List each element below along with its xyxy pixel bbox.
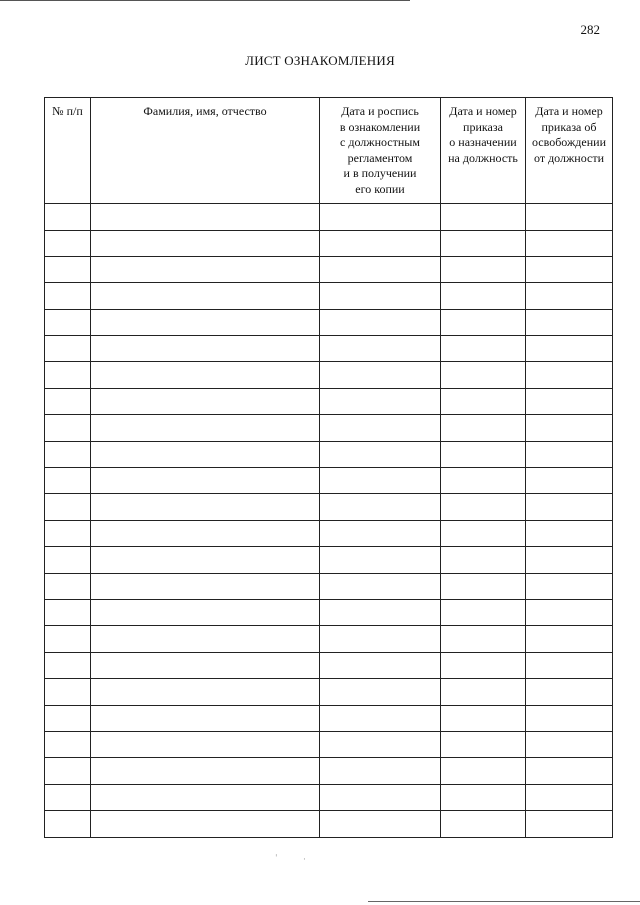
table-cell[interactable] — [320, 230, 441, 256]
table-cell[interactable] — [320, 626, 441, 653]
table-cell[interactable] — [91, 626, 320, 653]
table-cell[interactable] — [441, 626, 526, 653]
table-cell[interactable] — [526, 758, 613, 784]
table-cell[interactable] — [91, 388, 320, 414]
table-cell[interactable] — [91, 600, 320, 626]
table-cell[interactable] — [320, 441, 441, 467]
table-cell[interactable] — [320, 679, 441, 706]
table-row — [45, 441, 613, 467]
table-row — [45, 811, 613, 837]
table-cell[interactable] — [320, 784, 441, 811]
table-cell[interactable] — [526, 494, 613, 520]
column-header-acknowledgement-signature: Дата и роспись в ознакомлении с должностным регламентом и в получении его копии — [320, 98, 441, 204]
table-cell[interactable] — [45, 204, 91, 231]
table-cell[interactable] — [441, 362, 526, 389]
table-cell[interactable] — [526, 336, 613, 362]
table-cell[interactable] — [526, 415, 613, 442]
table-cell[interactable] — [526, 705, 613, 731]
sheet-title: ЛИСТ ОЗНАКОМЛЕНИЯ — [245, 53, 395, 68]
table-cell[interactable] — [526, 573, 613, 600]
table-cell[interactable] — [45, 336, 91, 362]
table-cell[interactable] — [91, 256, 320, 283]
table-cell[interactable] — [320, 309, 441, 336]
table-cell[interactable] — [441, 230, 526, 256]
table-cell[interactable] — [91, 758, 320, 784]
table-cell[interactable] — [441, 758, 526, 784]
table-cell[interactable] — [320, 705, 441, 731]
column-header-number: № п/п — [45, 98, 91, 204]
table-cell[interactable] — [45, 415, 91, 442]
table-cell[interactable] — [91, 811, 320, 837]
table-row — [45, 731, 613, 758]
table-cell[interactable] — [441, 204, 526, 231]
table-cell[interactable] — [526, 652, 613, 678]
table-cell[interactable] — [91, 547, 320, 573]
table-cell[interactable] — [320, 758, 441, 784]
table-cell[interactable] — [45, 283, 91, 309]
table-cell[interactable] — [320, 283, 441, 309]
table-cell[interactable] — [441, 731, 526, 758]
table-cell[interactable] — [441, 415, 526, 442]
table-row — [45, 336, 613, 362]
table-cell[interactable] — [91, 441, 320, 467]
table-cell[interactable] — [45, 362, 91, 389]
table-row — [45, 230, 613, 256]
table-cell[interactable] — [526, 388, 613, 414]
table-cell[interactable] — [91, 784, 320, 811]
table-cell[interactable] — [91, 679, 320, 706]
table-row — [45, 705, 613, 731]
table-cell[interactable] — [45, 520, 91, 547]
table-row — [45, 362, 613, 389]
column-header-full-name: Фамилия, имя, отчество — [91, 98, 320, 204]
table-cell[interactable] — [526, 547, 613, 573]
table-cell[interactable] — [91, 520, 320, 547]
column-header-dismissal-order: Дата и номер приказа об освобождении от должности — [526, 98, 613, 204]
table-cell[interactable] — [91, 336, 320, 362]
table-cell[interactable] — [441, 547, 526, 573]
table-row — [45, 652, 613, 678]
table-cell[interactable] — [91, 283, 320, 309]
table-cell[interactable] — [320, 467, 441, 494]
table-row — [45, 283, 613, 309]
table-cell[interactable] — [45, 811, 91, 837]
table-row — [45, 415, 613, 442]
table-cell[interactable] — [441, 811, 526, 837]
table-cell[interactable] — [45, 758, 91, 784]
table-cell[interactable] — [320, 600, 441, 626]
table-body — [45, 204, 613, 838]
table-cell[interactable] — [441, 600, 526, 626]
table-cell[interactable] — [320, 256, 441, 283]
table-cell[interactable] — [91, 362, 320, 389]
table-cell[interactable] — [526, 679, 613, 706]
table-cell[interactable] — [441, 705, 526, 731]
table-row — [45, 309, 613, 336]
table-cell[interactable] — [441, 467, 526, 494]
table-cell[interactable] — [526, 441, 613, 467]
scan-speck: ˌ — [275, 848, 278, 858]
table-cell[interactable] — [526, 784, 613, 811]
table-cell[interactable] — [526, 283, 613, 309]
table-row — [45, 600, 613, 626]
table-cell[interactable] — [45, 309, 91, 336]
table-cell[interactable] — [441, 652, 526, 678]
table-cell[interactable] — [45, 230, 91, 256]
table-row — [45, 758, 613, 784]
table-cell[interactable] — [45, 388, 91, 414]
table-cell[interactable] — [441, 388, 526, 414]
table-cell[interactable] — [441, 283, 526, 309]
table-cell[interactable] — [91, 415, 320, 442]
table-cell[interactable] — [320, 204, 441, 231]
table-cell[interactable] — [526, 811, 613, 837]
table-row — [45, 388, 613, 414]
table-row — [45, 626, 613, 653]
table-cell[interactable] — [45, 679, 91, 706]
table-row — [45, 520, 613, 547]
table-cell[interactable] — [320, 652, 441, 678]
table-cell[interactable] — [441, 309, 526, 336]
table-cell[interactable] — [45, 494, 91, 520]
acknowledgement-table — [44, 97, 613, 838]
column-header-appointment-order: Дата и номер приказа о назначении на должность — [441, 98, 526, 204]
table-row — [45, 256, 613, 283]
table-cell[interactable] — [45, 784, 91, 811]
table-cell[interactable] — [45, 573, 91, 600]
table-cell[interactable] — [526, 731, 613, 758]
table-cell[interactable] — [45, 441, 91, 467]
table-cell[interactable] — [91, 705, 320, 731]
table-cell[interactable] — [45, 600, 91, 626]
table-row — [45, 679, 613, 706]
table-cell[interactable] — [526, 600, 613, 626]
table-cell[interactable] — [320, 415, 441, 442]
table-cell[interactable] — [526, 362, 613, 389]
table-cell[interactable] — [441, 784, 526, 811]
scan-edge-bottom — [368, 901, 640, 902]
table-cell[interactable] — [320, 362, 441, 389]
table-cell[interactable] — [91, 467, 320, 494]
table-cell[interactable] — [91, 309, 320, 336]
table-cell[interactable] — [526, 520, 613, 547]
scan-edge-top — [0, 0, 410, 1]
table-cell[interactable] — [320, 336, 441, 362]
table-cell[interactable] — [526, 309, 613, 336]
table-cell[interactable] — [45, 626, 91, 653]
table-row — [45, 204, 613, 231]
table-cell[interactable] — [91, 652, 320, 678]
table-cell[interactable] — [441, 520, 526, 547]
table-cell[interactable] — [320, 388, 441, 414]
header-row — [45, 98, 613, 204]
table-cell[interactable] — [91, 204, 320, 231]
table-cell[interactable] — [526, 626, 613, 653]
table-row — [45, 784, 613, 811]
table-cell[interactable] — [441, 494, 526, 520]
table-cell[interactable] — [91, 573, 320, 600]
table-cell[interactable] — [441, 256, 526, 283]
table-cell[interactable] — [526, 230, 613, 256]
table-cell[interactable] — [45, 256, 91, 283]
table-cell[interactable] — [441, 336, 526, 362]
table-cell[interactable] — [526, 467, 613, 494]
table-cell[interactable] — [45, 731, 91, 758]
table-row — [45, 573, 613, 600]
table-cell[interactable] — [91, 230, 320, 256]
table-cell[interactable] — [441, 573, 526, 600]
table-cell[interactable] — [526, 256, 613, 283]
table-cell[interactable] — [45, 547, 91, 573]
table-cell[interactable] — [320, 547, 441, 573]
table-row — [45, 547, 613, 573]
table-cell[interactable] — [320, 811, 441, 837]
table-row — [45, 467, 613, 494]
page-number: 282 — [580, 22, 600, 37]
table-cell[interactable] — [320, 573, 441, 600]
table-row — [45, 494, 613, 520]
table-cell[interactable] — [526, 204, 613, 231]
table-cell[interactable] — [320, 731, 441, 758]
table-cell[interactable] — [320, 520, 441, 547]
table-cell[interactable] — [45, 467, 91, 494]
table-cell[interactable] — [91, 494, 320, 520]
table-cell[interactable] — [320, 494, 441, 520]
table-cell[interactable] — [441, 679, 526, 706]
scan-speck: · — [303, 855, 306, 865]
table-cell[interactable] — [45, 705, 91, 731]
table-cell[interactable] — [441, 441, 526, 467]
table-cell[interactable] — [45, 652, 91, 678]
table-cell[interactable] — [91, 731, 320, 758]
